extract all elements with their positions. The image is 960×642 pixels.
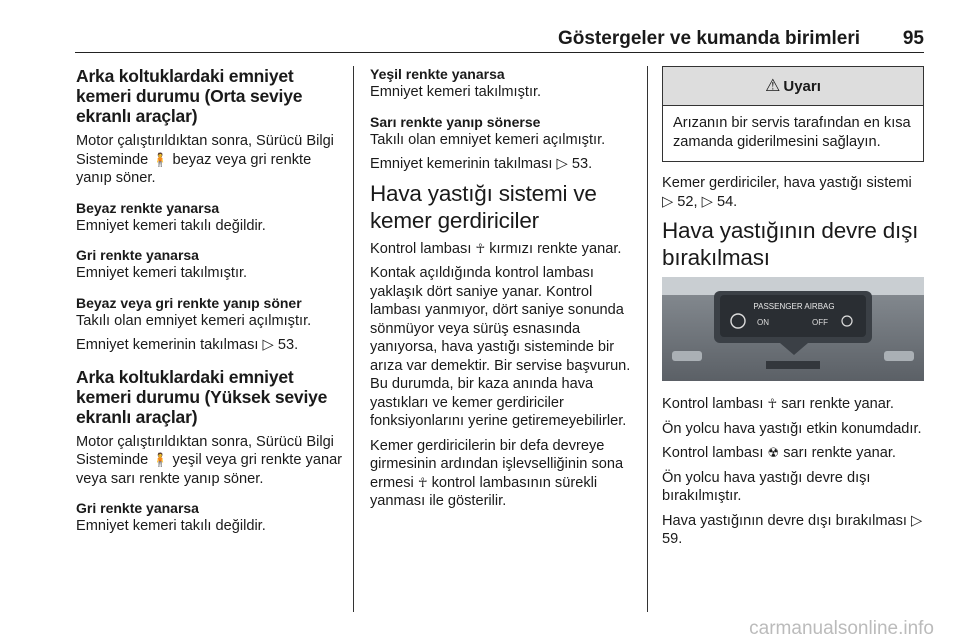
paragraph: Emniyet kemeri takılı değildir. — [76, 217, 266, 234]
panel-label: PASSENGER AIRBAG — [753, 302, 835, 311]
paragraph: Kontrol lambası ☥ sarı renkte yanar. — [662, 396, 894, 412]
airbag-panel-photo — [662, 277, 924, 381]
paragraph: Ön yolcu hava yastığı devre dışı bırakılmıştır. — [662, 469, 871, 504]
column-1 — [76, 66, 344, 542]
airbag-icon: ☥ — [417, 474, 428, 490]
section-heading: Arka koltuklardaki emniyet kemeri durumu (Orta seviye ekranlı araçlar) — [76, 66, 303, 126]
cross-reference[interactable]: Emniyet kemerinin takılması ▷ 53. — [76, 337, 299, 353]
subheading: Sarı renkte yanıp sönerse — [370, 113, 541, 130]
warning-text: Arızanın bir servis tarafından en kısa zamanda giderilmesini sağlayın. — [673, 115, 911, 150]
airbag-off-icon: OFF — [812, 318, 828, 327]
seatbelt-icon: 🧍 — [152, 452, 169, 467]
ref-arrow-icon: ▷ — [662, 193, 674, 210]
warning-title: Uyarı — [783, 77, 821, 95]
airbag-off-icon: ☢ — [767, 445, 780, 460]
column-divider — [647, 66, 648, 612]
warning-box — [662, 66, 924, 162]
column-3 — [662, 66, 924, 555]
cross-reference[interactable]: Kemer gerdiriciler, hava yastığı sistemi ▷ 52, ▷ 54. — [662, 175, 912, 210]
cross-reference[interactable]: Emniyet kemerinin takılması ▷ 53. — [370, 156, 593, 172]
cross-reference[interactable]: Hava yastığının devre dışı bırakılması ▷ 59. — [662, 512, 923, 547]
ref-arrow-icon: ▷ — [911, 512, 923, 529]
paragraph: Kontrol lambası ☢ sarı renkte yanar. — [662, 445, 896, 461]
paragraph: Emniyet kemeri takılmıştır. — [370, 84, 542, 100]
paragraph: Takılı olan emniyet kemeri açılmıştır. — [370, 131, 606, 148]
ref-arrow-icon: ▷ — [262, 337, 274, 353]
paragraph: Emniyet kemeri takılı değildir. — [76, 518, 266, 534]
ref-arrow-icon: ▷ — [701, 193, 713, 210]
ref-arrow-icon: ▷ — [556, 156, 568, 172]
subheading: Beyaz veya gri renkte yanıp söner — [76, 294, 302, 311]
paragraph: Ön yolcu hava yastığı etkin konumdadır. — [662, 420, 922, 437]
subheading: Beyaz renkte yanarsa — [76, 199, 220, 216]
airbag-on-icon: ☥ — [767, 396, 778, 411]
warning-triangle-icon: ⚠ — [765, 76, 781, 95]
paragraph: Kemer gerdiricilerin bir defa devreye girmesinin ardından işlevselliğinin sona ermesi ☥ kontrol lambasının sürekli yanması ile gösterilir. — [370, 437, 624, 509]
subheading: Yeşil renkte yanarsa — [370, 66, 505, 82]
section-title: Hava yastığı sistemi ve kemer gerdiriciler — [370, 180, 597, 233]
warning-header — [663, 67, 923, 106]
column-divider — [353, 66, 354, 612]
airbag-icon: ☥ — [475, 240, 486, 256]
paragraph: Kontrol lambası ☥ kırmızı renkte yanar. — [370, 240, 622, 257]
page-header — [75, 26, 924, 53]
subheading: Gri renkte yanarsa — [76, 500, 199, 516]
paragraph: Takılı olan emniyet kemeri açılmıştır. — [76, 312, 312, 329]
page-number: 95 — [902, 28, 924, 49]
seatbelt-icon: 🧍 — [152, 151, 169, 167]
section-heading: Arka koltuklardaki emniyet kemeri durumu (Yüksek seviye ekranlı araçlar) — [76, 366, 328, 427]
section-title: Hava yastığının devre dışı bırakılması — [662, 218, 919, 270]
subheading: Gri renkte yanarsa — [76, 247, 199, 263]
paragraph: Kontak açıldığında kontrol lambası yaklaşık dört saniye yanar. Kontrol lambası yanmıyor, dört saniye sonunda sönmüyor veya sürüş esnasında yanıyorsa, hava yastığı sisteminde bir arıza var demektir. Bir servise başvurun. Bu durumda, bir kaza anında hava yastıkları ve kemer gerdiriciler fonksiyonlarını yerine getiremeyebilirler. — [370, 265, 631, 429]
watermark: carmanualsonline.info — [749, 618, 934, 639]
airbag-on-icon: ON — [757, 318, 769, 327]
paragraph: Emniyet kemeri takılmıştır. — [76, 265, 248, 281]
paragraph: Motor çalıştırıldıktan sonra, Sürücü Bilgi Sisteminde 🧍 yeşil veya gri renkte yanar veya sarı renkte yanıp söner. — [76, 433, 343, 487]
column-2 — [370, 66, 638, 517]
header-title: Göstergeler ve kumanda birimleri — [557, 28, 860, 49]
paragraph: Motor çalıştırıldıktan sonra, Sürücü Bilgi Sisteminde 🧍 beyaz veya gri renkte yanıp söner. — [76, 133, 334, 186]
